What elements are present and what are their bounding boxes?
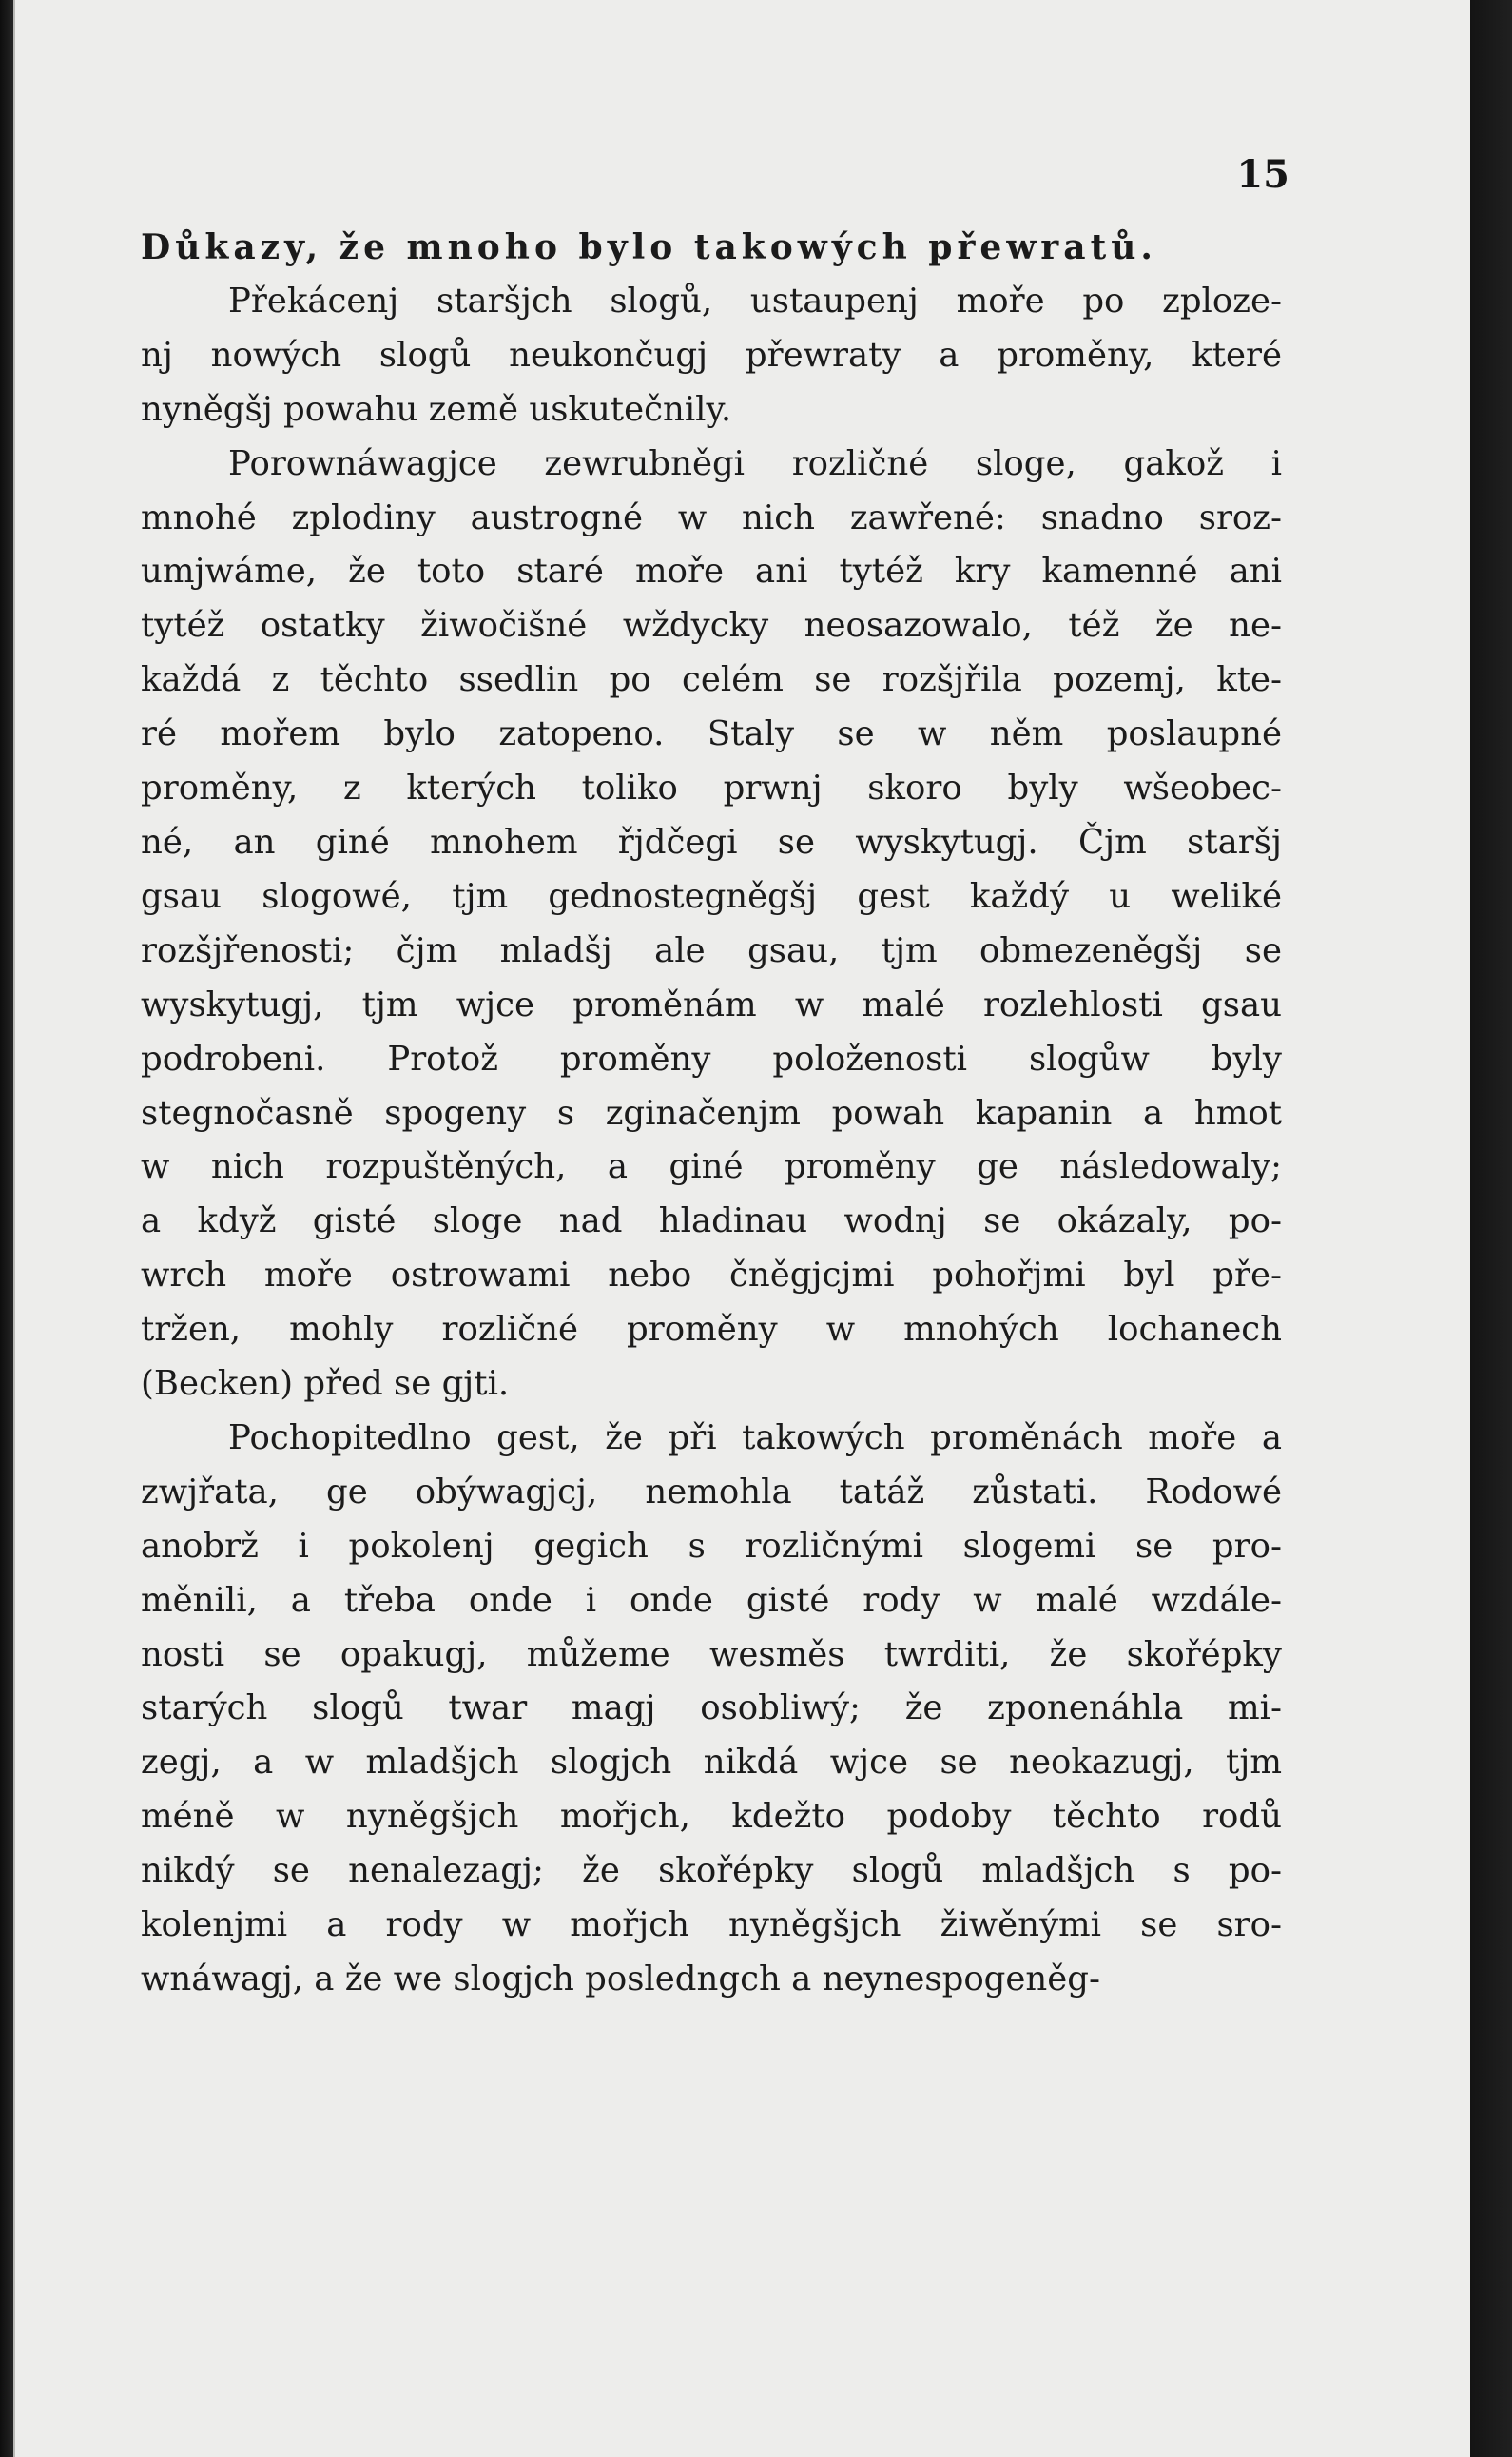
text-line: zegj, a w mladšjch slogjch nikdá wjce se neokazugj, tjm bbox=[141, 1743, 1282, 1783]
text-line: stegnočasně spogeny s zginačenjm powah kapanin a hmot bbox=[141, 1093, 1282, 1133]
text-line: mnohé zplodiny austrogné w nich zawřené: snadno sroz- bbox=[141, 497, 1282, 537]
text-line: wrch moře ostrowami nebo čněgjcjmi pohořjmi byl pře- bbox=[141, 1256, 1282, 1296]
text-line: kolenjmi a rody w mořjch nyněgšjch žiwěnými se sro- bbox=[141, 1905, 1282, 1945]
paragraphs bbox=[141, 275, 1282, 2007]
page-number: 15 bbox=[1236, 152, 1289, 197]
text-line: měnili, a třeba onde i onde gisté rody w malé wzdále- bbox=[141, 1580, 1282, 1620]
text-line: w nich rozpuštěných, a giné proměny ge následowaly; bbox=[141, 1147, 1282, 1187]
text-line: nj nowých slogů neukončugj přewraty a proměny, které bbox=[141, 335, 1282, 375]
text-line: Překácenj staršjch slogů, ustaupenj moře po zploze- bbox=[228, 281, 1282, 321]
text-line: rozšjřenosti; čjm mladšj ale gsau, tjm obmezeněgšj se bbox=[141, 930, 1282, 970]
book-spine-shadow bbox=[0, 0, 13, 2457]
text-line: gsau slogowé, tjm gednostegněgšj gest každý u weliké bbox=[141, 876, 1282, 916]
paragraph bbox=[141, 438, 1282, 1412]
text-line: méně w nyněgšjch mořjch, kdežto podoby těchto rodů bbox=[141, 1797, 1282, 1837]
text-line: starých slogů twar magj osobliwý; že zponenáhla mi- bbox=[141, 1688, 1282, 1728]
text-line: nyněgšj powahu země uskutečnily. bbox=[141, 389, 732, 429]
text-line: umjwáme, že toto staré moře ani tytéž kry kamenné ani bbox=[141, 552, 1282, 592]
text-line: tytéž ostatky žiwočišné wždycky neosazowalo, též že ne- bbox=[141, 606, 1282, 646]
text-line: wyskytugj, tjm wjce proměnám w malé rozlehlosti gsau bbox=[141, 985, 1282, 1024]
text-line: a když gisté sloge nad hladinau wodnj se okázaly, po- bbox=[141, 1201, 1282, 1241]
page-body bbox=[141, 221, 1282, 2007]
text-line: zwjřata, ge obýwagjcj, nemohla tatáž zůstati. Rodowé bbox=[141, 1472, 1282, 1511]
text-line: každá z těchto ssedlin po celém se rozšjřila pozemj, kte- bbox=[141, 660, 1282, 700]
section-heading: Důkazy, že mnoho bylo takowých přewratů. bbox=[141, 227, 1157, 267]
text-line: né, an giné mnohem řjdčegi se wyskytugj. Čjm staršj bbox=[141, 822, 1282, 862]
text-line: Porownáwagjce zewrubněgi rozličné sloge, gakož i bbox=[228, 443, 1282, 483]
scan-border bbox=[1470, 0, 1512, 2457]
text-line: Pochopitedlno gest, že při takowých proměnách moře a bbox=[228, 1417, 1282, 1457]
text-line: proměny, z kterých toliko prwnj skoro byly wšeobec- bbox=[141, 769, 1282, 809]
text-line: anobrž i pokolenj gegich s rozličnými slogemi se pro- bbox=[141, 1526, 1282, 1566]
paragraph bbox=[141, 275, 1282, 438]
text-line: podrobeni. Protož proměny položenosti slogůw byly bbox=[141, 1039, 1282, 1079]
text-line: (Becken) před se gjti. bbox=[141, 1364, 510, 1404]
text-line: nikdý se nenalezagj; že skořépky slogů mladšjch s po- bbox=[141, 1851, 1282, 1891]
text-line: tržen, mohly rozličné proměny w mnohých lochanech bbox=[141, 1310, 1282, 1350]
book-page bbox=[13, 0, 1470, 2457]
text-line: ré mořem bylo zatopeno. Staly se w něm poslaupné bbox=[141, 714, 1282, 754]
text-line: nosti se opakugj, můžeme wesměs twrditi, že skořépky bbox=[141, 1634, 1282, 1674]
paragraph bbox=[141, 1412, 1282, 2007]
text-line: wnáwagj, a že we slogjch posledngch a neynespogeněg- bbox=[141, 1960, 1101, 1999]
